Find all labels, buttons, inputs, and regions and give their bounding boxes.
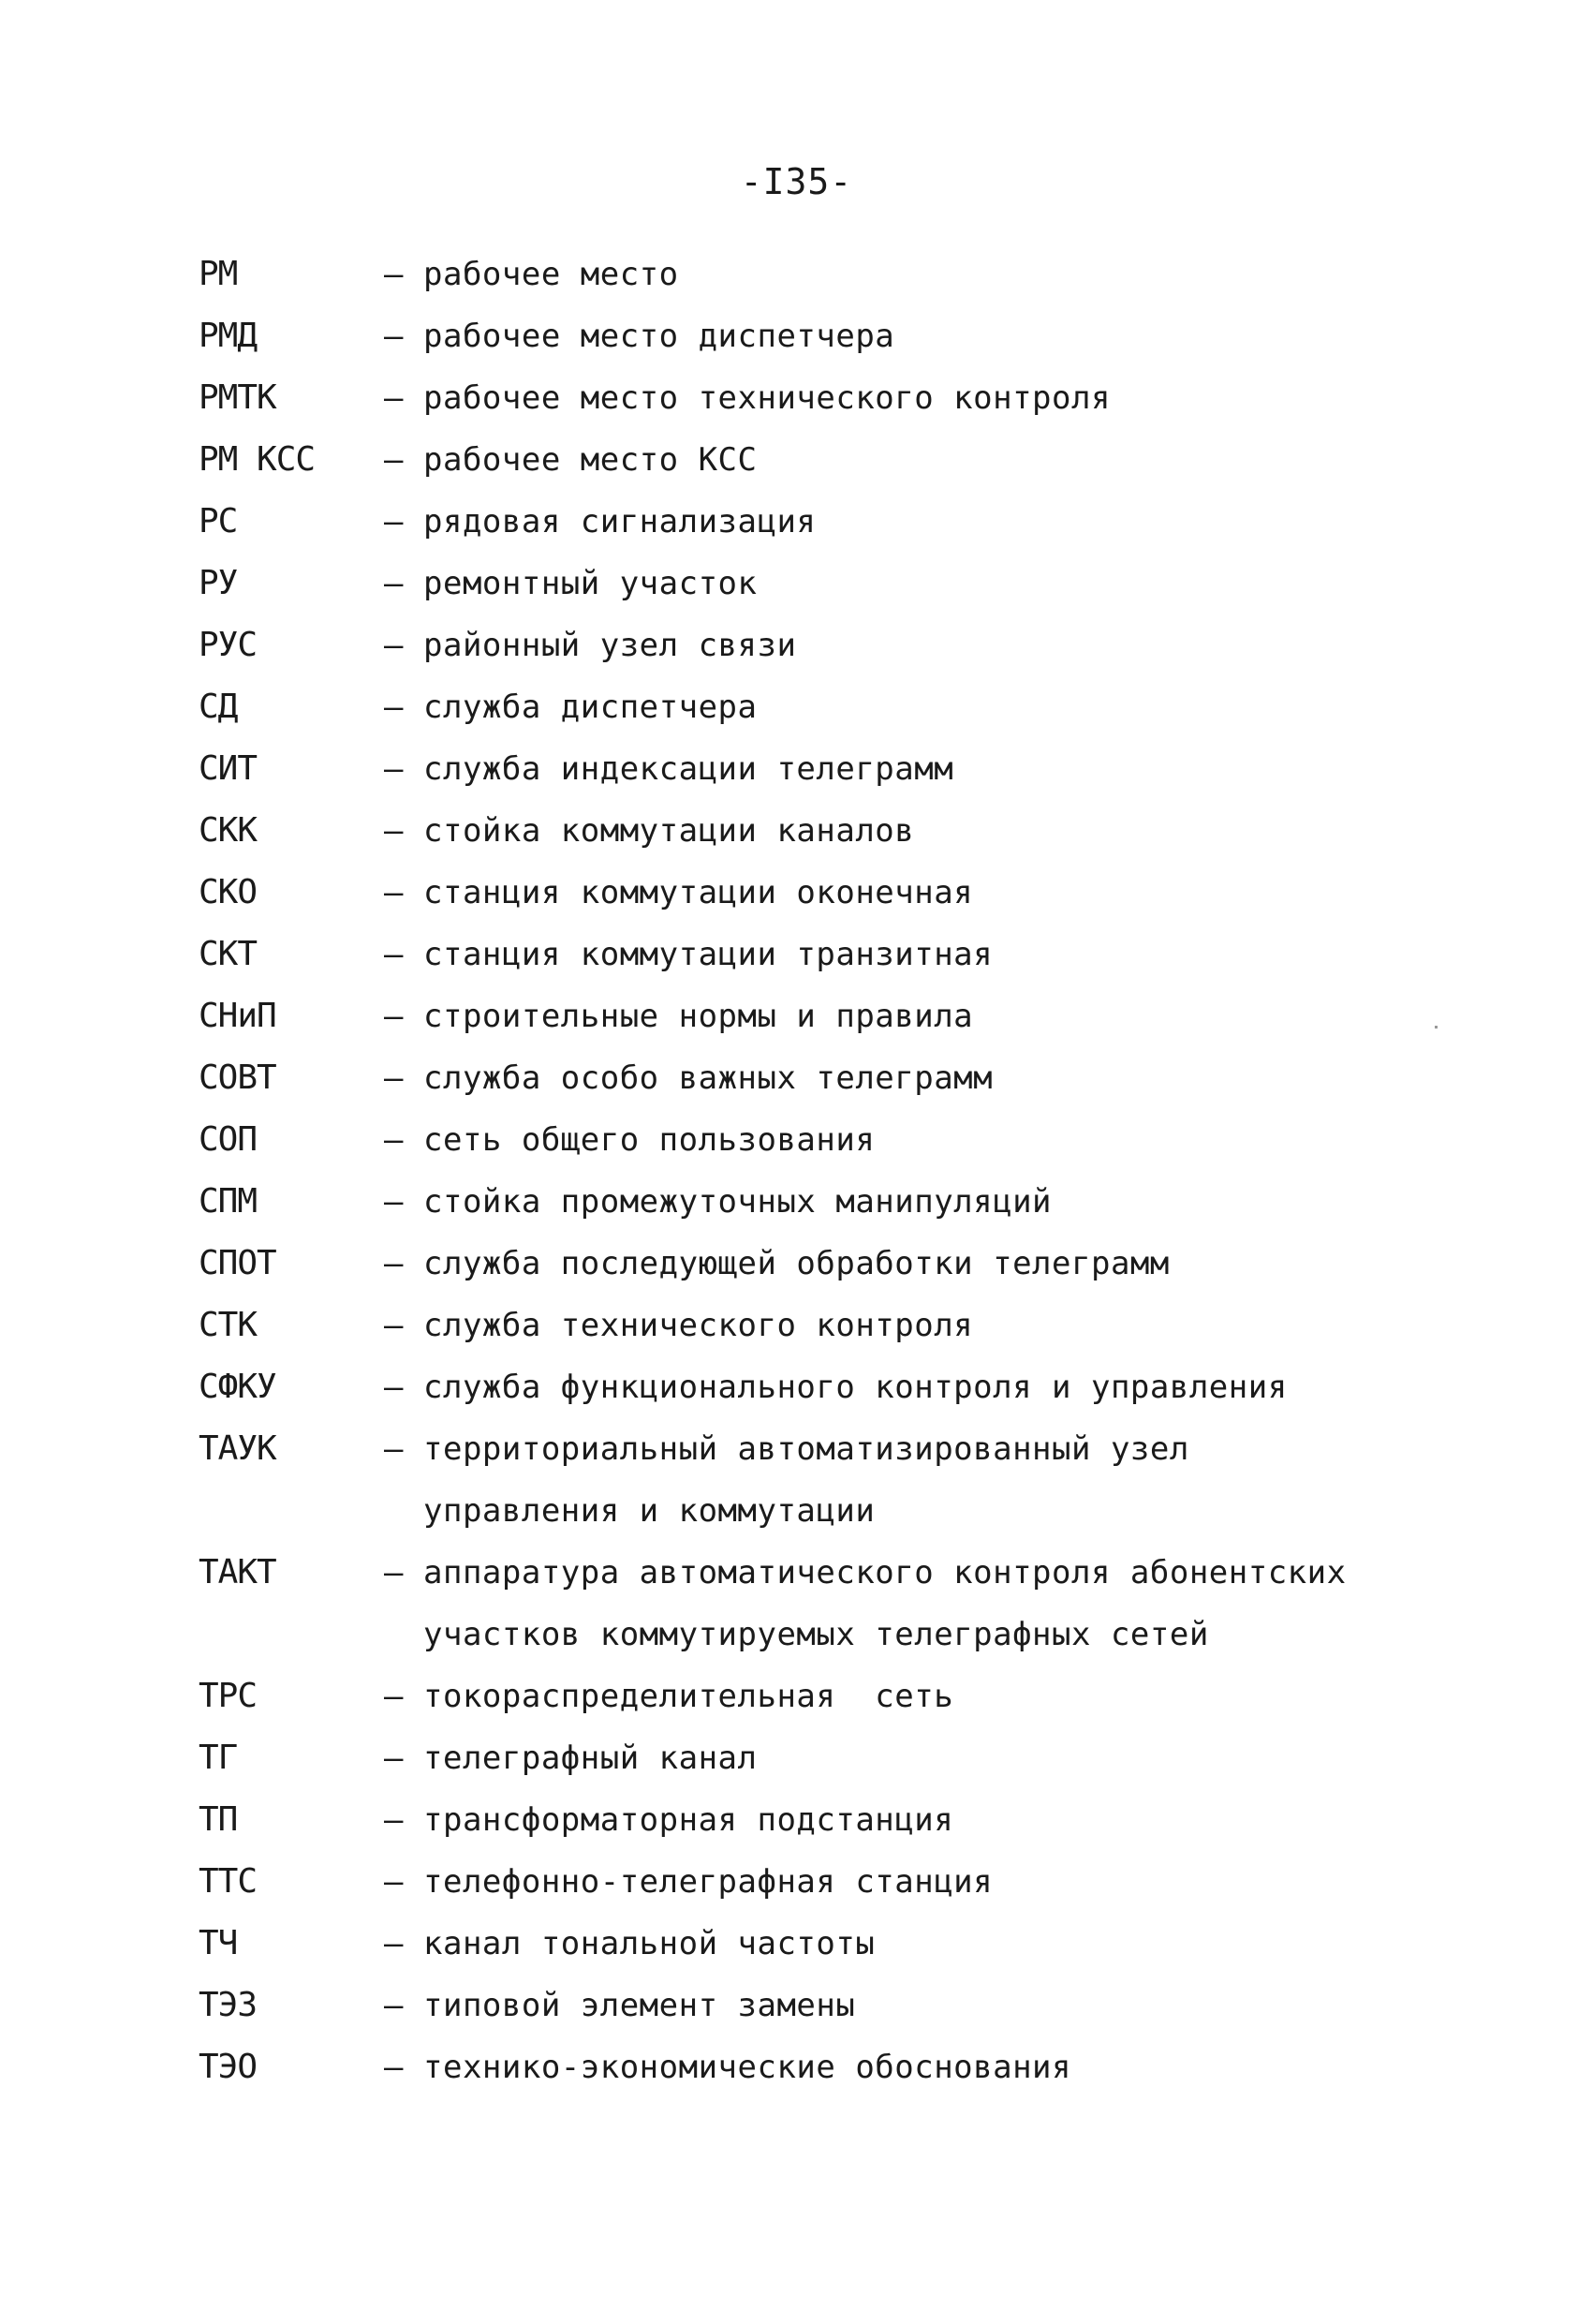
page-number: -I35- [740, 161, 853, 202]
dash-separator: – [384, 1183, 404, 1221]
dash-separator: – [384, 256, 404, 293]
list-item [199, 1862, 1379, 1902]
list-item [199, 1120, 1379, 1160]
definition: станция коммутации оконечная [423, 874, 974, 911]
dash-separator: – [384, 1925, 404, 1962]
scan-speck [1435, 1026, 1438, 1029]
list-item [199, 1553, 1379, 1654]
abbreviation: ТАУК [199, 1429, 276, 1468]
definition: служба диспетчера [423, 688, 758, 726]
definition: рядовая сигнализация [423, 503, 817, 540]
abbreviation: ТЭО [199, 2048, 258, 2086]
definition: служба функционального контроля и управления [423, 1369, 1288, 1406]
definition-continuation: управления и коммутации [423, 1492, 876, 1530]
list-item [199, 688, 1379, 727]
dash-separator: – [384, 318, 404, 355]
dash-separator: – [384, 1369, 404, 1406]
dash-separator: – [384, 1245, 404, 1282]
abbreviation: СПОТ [199, 1244, 276, 1282]
abbreviation: СИТ [199, 749, 258, 788]
definition: типовой элемент замены [423, 1987, 856, 2024]
list-item [199, 1800, 1379, 1840]
list-item [199, 1739, 1379, 1778]
abbreviation: ТГ [199, 1739, 238, 1777]
list-item [199, 502, 1379, 541]
definition-line: территориальный автоматизированный узел [423, 1430, 1189, 1468]
dash-separator: – [384, 812, 404, 850]
definition: трансформаторная подстанция [423, 1801, 954, 1839]
definition: рабочее место [423, 256, 679, 293]
definition-line: аппаратура автоматического контроля абонентских [423, 1554, 1347, 1591]
definition: станция коммутации транзитная [423, 936, 994, 973]
list-item [199, 997, 1379, 1036]
abbreviation: ТРС [199, 1677, 258, 1715]
abbreviation: СКТ [199, 935, 258, 973]
abbreviation: СОВТ [199, 1058, 276, 1097]
dash-separator: – [384, 441, 404, 479]
definition: служба особо важных телеграмм [423, 1059, 994, 1097]
definition: рабочее место технического контроля [423, 379, 1111, 417]
abbreviation: ТЭЗ [199, 1986, 258, 2024]
list-item [199, 935, 1379, 974]
abbreviation: СОП [199, 1120, 258, 1159]
dash-separator: – [384, 750, 404, 788]
definition: строительные нормы и правила [423, 998, 974, 1035]
list-item [199, 1986, 1379, 2025]
abbreviation: РУ [199, 564, 238, 602]
dash-separator: – [384, 1554, 404, 1591]
list-item [199, 440, 1379, 480]
dash-separator: – [384, 1059, 404, 1097]
abbreviation: СТК [199, 1306, 258, 1344]
dash-separator: – [384, 1987, 404, 2024]
list-item [199, 1058, 1379, 1098]
abbreviation: СКО [199, 873, 258, 911]
dash-separator: – [384, 627, 404, 664]
list-item [199, 811, 1379, 851]
dash-separator: – [384, 565, 404, 602]
abbreviation: РМД [199, 317, 258, 355]
definition: сеть общего пользования [423, 1121, 876, 1159]
list-item [199, 317, 1379, 356]
definition: телефонно-телеграфная станция [423, 1863, 994, 1901]
dash-separator: – [384, 1678, 404, 1715]
abbreviation: ТАКТ [199, 1553, 276, 1591]
definition [423, 1429, 1379, 1531]
definition: технико-экономические обоснования [423, 2049, 1072, 2086]
list-item [199, 1429, 1379, 1531]
dash-separator: – [384, 688, 404, 726]
list-item [199, 378, 1379, 418]
list-item [199, 1368, 1379, 1407]
list-item [199, 1182, 1379, 1221]
dash-separator: – [384, 379, 404, 417]
abbreviation: СНиП [199, 997, 276, 1035]
dash-separator: – [384, 1739, 404, 1777]
definition: служба технического контроля [423, 1307, 974, 1344]
definition: районный узел связи [423, 627, 797, 664]
list-item [199, 2048, 1379, 2087]
definition: служба последующей обработки телеграмм [423, 1245, 1170, 1282]
dash-separator: – [384, 936, 404, 973]
dash-separator: – [384, 1801, 404, 1839]
abbreviation: РУС [199, 626, 258, 664]
abbreviation: РС [199, 502, 238, 540]
definition: служба индексации телеграмм [423, 750, 954, 788]
definition [423, 1553, 1379, 1654]
dash-separator: – [384, 874, 404, 911]
list-item [199, 626, 1379, 665]
abbreviation: СПМ [199, 1182, 258, 1221]
list-item [199, 255, 1379, 294]
dash-separator: – [384, 1863, 404, 1901]
dash-separator: – [384, 503, 404, 540]
abbreviation-list [199, 255, 1379, 2109]
dash-separator: – [384, 2049, 404, 2086]
list-item [199, 749, 1379, 789]
definition: стойка промежуточных манипуляций [423, 1183, 1053, 1221]
list-item [199, 1924, 1379, 1963]
definition-continuation: участков коммутируемых телеграфных сетей [423, 1616, 1209, 1653]
definition: рабочее место диспетчера [423, 318, 895, 355]
abbreviation: РМ [199, 255, 238, 293]
definition: ремонтный участок [423, 565, 758, 602]
abbreviation: СКК [199, 811, 258, 850]
abbreviation: РМТК [199, 378, 276, 417]
list-item [199, 1677, 1379, 1716]
list-item [199, 1244, 1379, 1283]
dash-separator: – [384, 1307, 404, 1344]
abbreviation: ТТС [199, 1862, 258, 1901]
dash-separator: – [384, 1121, 404, 1159]
list-item [199, 1306, 1379, 1345]
list-item [199, 564, 1379, 603]
definition: канал тональной частоты [423, 1925, 876, 1962]
abbreviation: СД [199, 688, 238, 726]
definition: токораспределительная сеть [423, 1678, 954, 1715]
definition: рабочее место КСС [423, 441, 758, 479]
list-item [199, 873, 1379, 912]
abbreviation: ТП [199, 1800, 238, 1839]
abbreviation: РМ КСС [199, 440, 316, 479]
definition: телеграфный канал [423, 1739, 758, 1777]
abbreviation: СФКУ [199, 1368, 276, 1406]
definition: стойка коммутации каналов [423, 812, 915, 850]
dash-separator: – [384, 1430, 404, 1468]
abbreviation: ТЧ [199, 1924, 238, 1962]
dash-separator: – [384, 998, 404, 1035]
